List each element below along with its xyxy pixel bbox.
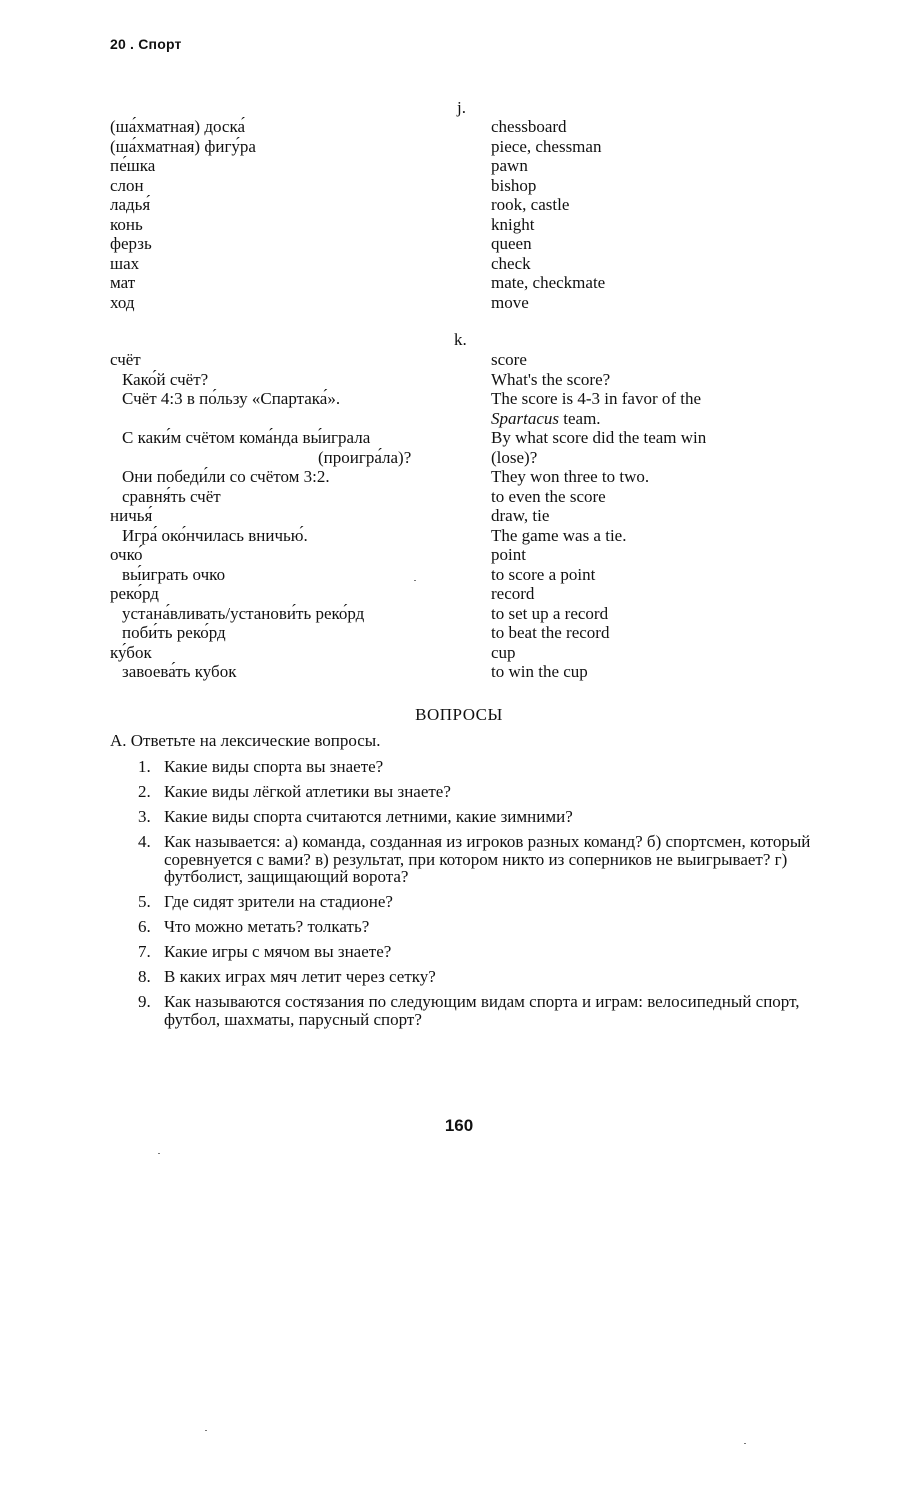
english-term: rook, castle [491, 195, 570, 214]
russian-phrase: Игра́ око́нчилась вничью́. [122, 525, 308, 545]
question-text: Где сидят зрители на стадионе? [164, 892, 393, 911]
question-number: 9. [138, 992, 151, 1011]
vocab-row [0, 293, 918, 313]
english-term: point [491, 545, 526, 564]
vocab-row [0, 117, 918, 137]
vocab-row [0, 565, 918, 585]
question-text: Что можно метать? толкать? [164, 917, 370, 936]
english-term: pawn [491, 156, 528, 175]
section-j-vocabulary [0, 117, 918, 312]
russian-phrase: завоева́ть кубок [122, 662, 237, 681]
question-item [138, 758, 818, 776]
english-term: bishop [491, 175, 537, 195]
section-k-letter: k. [454, 330, 467, 349]
english-term: draw, tie [491, 506, 550, 525]
vocab-row [0, 467, 918, 487]
russian-phrase: Счёт 4:3 в по́льзу «Спартака́». [122, 389, 341, 408]
russian-term: шах [110, 253, 140, 273]
question-number: 1. [138, 757, 151, 776]
question-text: В каких играх мяч летит через сетку? [164, 967, 436, 986]
question-number: 3. [138, 807, 151, 826]
russian-phrase-continuation: (проигра́ла)? [318, 447, 412, 467]
question-text: Какие виды спорта вы знаете? [164, 757, 384, 776]
english-phrase-rest: team. [559, 408, 601, 428]
english-phrase: to score a point [491, 564, 596, 584]
english-phrase: to beat the record [491, 623, 610, 642]
vocab-row [0, 350, 918, 370]
question-item [138, 808, 818, 826]
russian-term: реко́рд [110, 584, 159, 603]
russian-term: мат [110, 273, 136, 292]
question-item [138, 833, 818, 886]
vocab-row-continuation [0, 409, 918, 429]
vocab-row [0, 448, 918, 468]
english-phrase: to set up a record [491, 603, 609, 623]
question-text: Какие виды лёгкой атлетики вы знаете? [164, 782, 451, 801]
vocab-row [0, 370, 918, 390]
vocab-row [0, 526, 918, 546]
question-number: 2. [138, 782, 151, 801]
vocab-row [0, 545, 918, 565]
russian-term: конь [110, 214, 143, 234]
question-number: 8. [138, 967, 151, 986]
question-text: Какие виды спорта считаются летними, какие зимними? [164, 807, 573, 826]
question-item [138, 783, 818, 801]
english-phrase-continuation: (lose)? [491, 447, 538, 467]
vocab-row [0, 254, 918, 274]
english-term: knight [491, 214, 535, 234]
english-phrase: The game was a tie. [491, 525, 627, 545]
russian-term: пе́шка [110, 156, 156, 175]
scan-speck [205, 1430, 207, 1431]
question-number: 5. [138, 892, 151, 911]
vocab-row [0, 643, 918, 663]
english-term: queen [491, 234, 532, 253]
team-name: Spartacus [491, 408, 559, 428]
english-phrase-continuation [491, 409, 601, 429]
question-text: Как называются состязания по следующим видам спорта и играм: велосипедный спорт, футбол, шахматы, парусный спорт? [164, 992, 800, 1029]
vocab-row [0, 176, 918, 196]
question-number: 4. [138, 832, 151, 851]
russian-phrase: Они победи́ли со счётом 3:2. [122, 467, 330, 486]
russian-term: ничья́ [110, 506, 153, 525]
russian-term: ку́бок [110, 642, 152, 662]
english-phrase: to even the score [491, 486, 606, 506]
vocab-row [0, 487, 918, 507]
page-number: 160 [444, 1116, 474, 1135]
russian-phrase: Како́й счёт? [122, 369, 209, 389]
russian-term: счёт [110, 350, 141, 369]
vocab-row [0, 506, 918, 526]
russian-term: (ша́хматная) доска́ [110, 117, 246, 136]
english-phrase: What's the score? [491, 369, 611, 389]
section-j-letter: j. [457, 98, 466, 117]
english-term: piece, chessman [491, 136, 602, 156]
vocab-row [0, 273, 918, 293]
question-text: Какие игры с мячом вы знаете? [164, 942, 392, 961]
vocab-row [0, 137, 918, 157]
russian-phrase: сравня́ть счёт [122, 486, 221, 506]
task-a-instruction: А. Ответьте на лексические вопросы. [110, 731, 381, 750]
english-term: record [491, 584, 535, 603]
scan-speck [158, 1153, 160, 1154]
russian-term: ферзь [110, 234, 152, 253]
vocab-row [0, 623, 918, 643]
russian-term: очко́ [110, 545, 143, 564]
vocab-row [0, 234, 918, 254]
english-phrase: By what score did the team win [491, 428, 707, 447]
question-number: 7. [138, 942, 151, 961]
russian-term: слон [110, 175, 144, 195]
english-term: cup [491, 642, 516, 662]
english-term: check [491, 253, 531, 273]
russian-term: ладья́ [110, 195, 151, 214]
russian-phrase: поби́ть реко́рд [122, 623, 226, 642]
russian-phrase: устана́вливать/установи́ть реко́рд [122, 603, 365, 623]
question-item [138, 893, 818, 911]
english-phrase: to win the cup [491, 662, 588, 681]
question-list [138, 758, 818, 1036]
vocab-row [0, 195, 918, 215]
vocab-row [0, 604, 918, 624]
section-k-vocabulary [0, 350, 918, 682]
vocab-row [0, 584, 918, 604]
vocab-row [0, 428, 918, 448]
question-item [138, 943, 818, 961]
russian-term: (ша́хматная) фигу́ра [110, 136, 256, 156]
questions-heading: ВОПРОСЫ [415, 705, 503, 724]
english-term: mate, checkmate [491, 273, 606, 292]
vocab-row [0, 156, 918, 176]
scan-speck [414, 580, 416, 581]
question-item [138, 993, 818, 1028]
vocab-row [0, 662, 918, 682]
russian-phrase: С каки́м счётом кома́нда вы́играла [122, 428, 371, 447]
english-phrase: The score is 4-3 in favor of the [491, 389, 702, 408]
english-term: chessboard [491, 117, 567, 136]
russian-term: ход [110, 292, 135, 312]
vocab-row [0, 389, 918, 409]
question-item [138, 968, 818, 986]
running-head: 20 . Спорт [110, 36, 182, 52]
question-text: Как называется: а) команда, созданная из игроков разных команд? б) спортсмен, который соревнуется с вами? в) результат, при котором никто из соперников не выигрывает? г) футболист, защищающий ворота? [164, 832, 811, 886]
vocab-row [0, 215, 918, 235]
scan-speck [744, 1443, 746, 1444]
english-phrase: They won three to two. [491, 467, 650, 486]
english-term: score [491, 350, 527, 369]
english-term: move [491, 292, 529, 312]
question-number: 6. [138, 917, 151, 936]
russian-phrase: вы́играть очко [122, 564, 226, 584]
question-item [138, 918, 818, 936]
